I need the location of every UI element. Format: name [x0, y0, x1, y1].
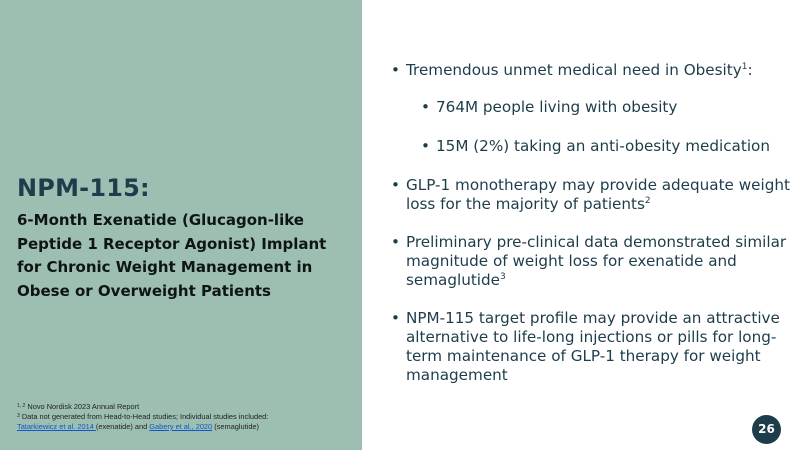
bullet-dot: •	[391, 176, 400, 194]
bullet-superscript: 1	[741, 62, 748, 72]
bullet-dot: •	[391, 61, 400, 79]
footnotes	[17, 402, 357, 432]
footnote-1-marker: 1, 2	[17, 403, 26, 409]
footnote-references	[17, 422, 357, 432]
bullet-text: NPM-115 target profile may provide an attractive alternative to life-long injections or pills for long-term maintenance of GLP-1 therapy for weight management	[406, 309, 780, 384]
bullet-item	[391, 176, 796, 214]
sub-bullet-item	[421, 137, 796, 156]
bullet-tail: :	[747, 61, 753, 79]
reference-link-1-suffix: (exenatide) and	[95, 422, 150, 431]
page-number-badge: 26	[752, 415, 781, 444]
bullet-superscript: 3	[500, 272, 506, 282]
footnote-2-text: Data not generated from Head-to-Head studies; Individual studies included:	[21, 412, 269, 421]
reference-link-gabery[interactable]: Gabery et al., 2020	[149, 422, 213, 431]
bullet-text: 764M people living with obesity	[436, 98, 678, 116]
sub-bullet-item	[421, 98, 796, 117]
bullet-dot: •	[421, 137, 430, 155]
footnote-1	[17, 402, 357, 412]
footnote-1-text: Novo Nordisk 2023 Annual Report	[27, 402, 140, 411]
bullet-dot: •	[391, 233, 400, 251]
bullet-text: Preliminary pre-clinical data demonstrated similar magnitude of weight loss for exenatide and semaglutide	[406, 233, 787, 289]
footnote-2	[17, 412, 357, 422]
bullet-dot: •	[421, 98, 430, 116]
bullet-item	[391, 61, 796, 80]
bullet-superscript: 2	[644, 196, 651, 206]
bullet-text: 15M (2%) taking an anti-obesity medication	[436, 137, 770, 155]
bullet-dot: •	[391, 309, 400, 327]
bullet-item	[391, 309, 796, 385]
bullet-text: GLP-1 monotherapy may provide adequate weight loss for the majority of patients	[406, 176, 790, 213]
bullet-item	[391, 233, 796, 290]
footnote-2-marker: 3	[17, 413, 20, 419]
slide-subtitle: 6-Month Exenatide (Glucagon-like Peptide 1 Receptor Agonist) Implant for Chronic Weight Management in Obese or Overweight Patients	[17, 211, 327, 300]
slide-title: NPM-115:	[17, 174, 150, 202]
reference-link-2-suffix: (semaglutide)	[212, 422, 259, 431]
reference-link-tatarkiewicz[interactable]: Tatarkiewicz et al. 2014	[17, 422, 96, 431]
bullet-text: Tremendous unmet medical need in Obesity	[406, 61, 742, 79]
